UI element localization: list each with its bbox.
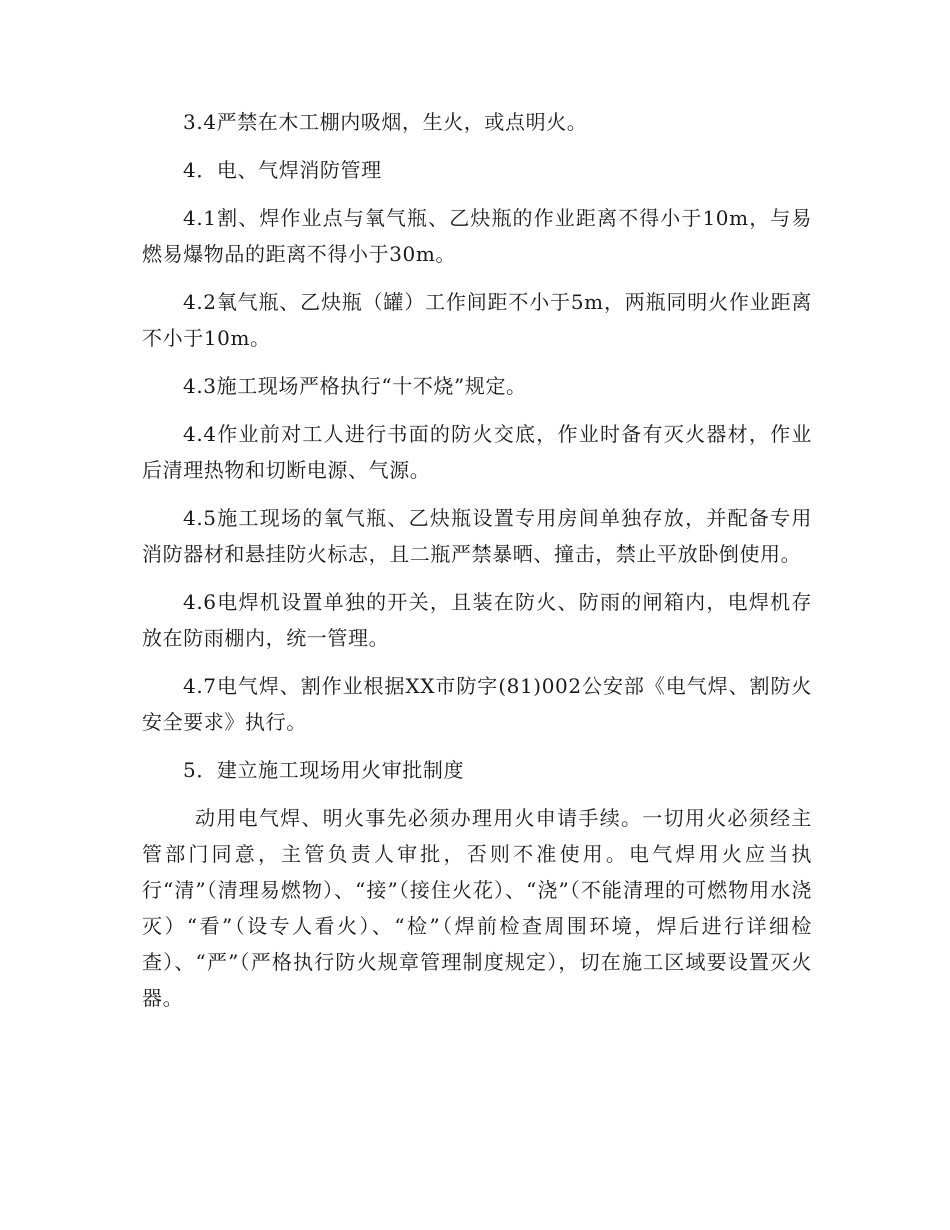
paragraph-4-2: 4.2氧气瓶、乙炔瓶（罐）工作间距不小于5m，两瓶同明火作业距离不小于10m。 bbox=[142, 290, 812, 350]
document-page bbox=[142, 104, 812, 1028]
paragraph-4-6: 4.6电焊机设置单独的开关，且装在防火、防雨的闸箱内，电焊机存放在防雨棚内，统一管理。 bbox=[142, 590, 812, 650]
paragraph-4-1: 4.1割、焊作业点与氧气瓶、乙炔瓶的作业距离不得小于10m，与易燃易爆物品的距离不得小于30m。 bbox=[142, 206, 812, 266]
heading-section-4: 4．电、气焊消防管理 bbox=[183, 158, 382, 182]
heading-section-5: 5．建立施工现场用火审批制度 bbox=[183, 758, 465, 782]
paragraph-4-5: 4.5施工现场的氧气瓶、乙炔瓶设置专用房间单独存放，并配备专用消防器材和悬挂防火标志，且二瓶严禁暴晒、撞击，禁止平放卧倒使用。 bbox=[142, 506, 812, 566]
paragraph-4-4: 4.4作业前对工人进行书面的防火交底，作业时备有灭火器材，作业后清理热物和切断电源、气源。 bbox=[142, 422, 812, 482]
paragraph-section-5-body: 动用电气焊、明火事先必须办理用火申请手续。一切用火必须经主管部门同意，主管负责人审批，否则不准使用。电气焊用火应当执行“清”（清理易燃物）、“接”（接住火花）、“浇”（不能清理的可燃物用水浇灭）“看”（设专人看火）、“检”（焊前检查周围环境，焊后进行详细检查）、“严”（严格执行防火规章管理制度规定），切在施工区域要设置灭火器。 bbox=[142, 806, 812, 1010]
paragraph-4-3: 4.3施工现场严格执行“十不烧”规定。 bbox=[183, 374, 527, 398]
paragraph-4-7: 4.7电气焊、割作业根据XX市防字(81)002公安部《电气焊、割防火安全要求》执行。 bbox=[142, 674, 812, 734]
paragraph-3-4: 3.4严禁在木工棚内吸烟，生火，或点明火。 bbox=[183, 110, 588, 134]
